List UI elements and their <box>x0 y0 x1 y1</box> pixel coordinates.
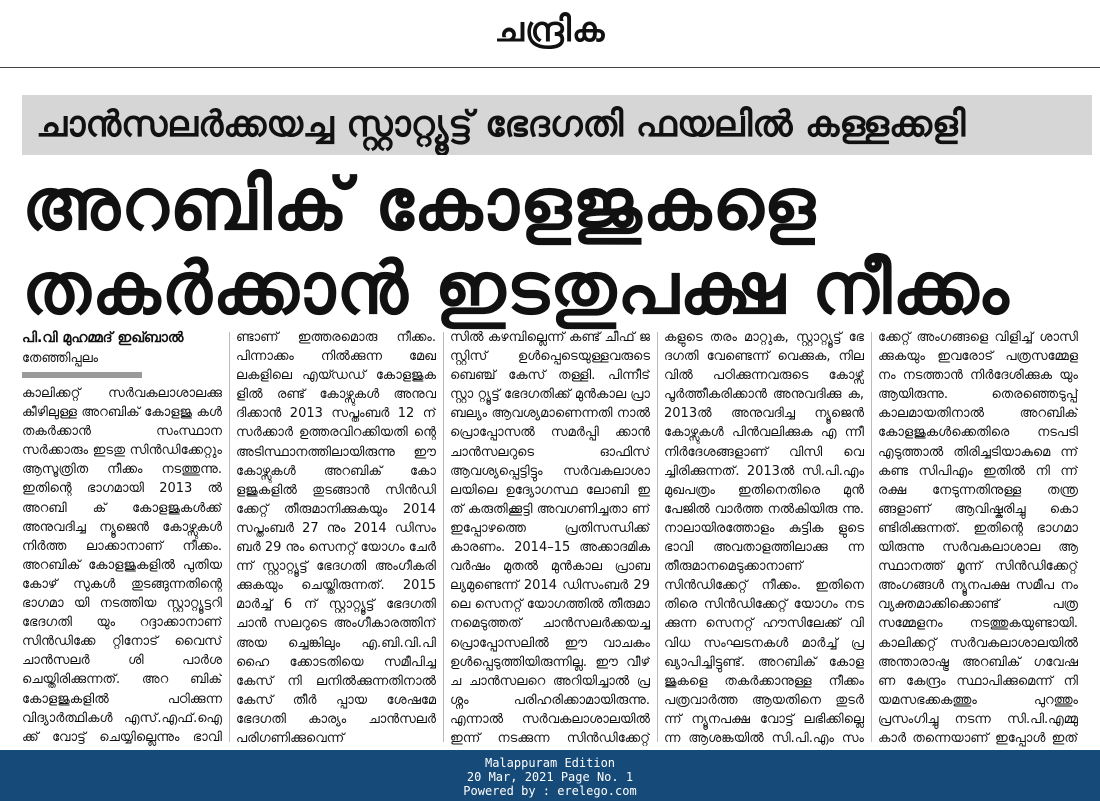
column-text-2: ണ്ടാണ് ഇത്തരമൊരു നീക്കം. പിന്നാക്കം നിൽക്കുന്ന മേഖ ലകളിലെ എയ്ഡഡ് കോളജുക ളിൽ രണ്ട് കോഴ്സുകൾ അനുവ ദിക്കാൻ 2013 സപ്തംബർ 12 ന് സർക്കാർ ഉത്തരവിറക്കിയതി ന്റെ അടിസ്ഥാനത്തിലായിരുന്നു ഈ കോഴ്സുകൾ അറബിക് കോ ളജുകളിൽ തുടങ്ങാൻ സിൻഡി ക്കേറ്റ് തീരുമാനിക്കുകയും 2014 സപ്തംബർ 27 നും 2014 ഡിസം ബർ 29 നും സെനറ്റ് യോഗം ചേർ ന്ന് സ്റ്റാറ്റ്യൂട്ട് ഭേദഗതി അംഗീകരി ക്കുകയും ചെയ്തിരുന്നത്. 2015 മാർച്ച് 6 ന് സ്റ്റാറ്റ്യൂട്ട് ഭേദഗതി ചാൻ സലറുടെ അംഗീകാരത്തിന് അയ ച്ചെങ്കിലും എ.ബി.വി.പി ഹൈ ക്കോടതിയെ സമീപിച്ച കേസ് നി ലനിൽക്കുന്നതിനാൽ കേസ് തീർ പ്പായ ശേഷമേ ഭേദഗതി കാര്യം ചാൻസലർ പരിഗണിക്കുവെന്ന് <box>236 330 436 746</box>
column-text-4: കളുടെ തരം മാറ്റുക, സ്റ്റാറ്റ്യൂട്ട് ഭേ ദഗതി വേണ്ടെന്ന് വെക്കുക, നില വിൽ പഠിക്കുന്നവരുടെ കോഴ്സ് പൂർത്തീകരിക്കാൻ അനുവദിക്കു ക, 2013ൽ അനുവദിച്ച ന്യൂജെൻ കോഴ്സുകൾ പിൻവലിക്കുക എ ന്നീ നിർദേശങ്ങളാണ് വിസി വെ ച്ചിരിക്കുന്നത്. 2013ൽ സി.പി.എം മുഖപത്രം ഇതിനെതിരെ മുൻ പേജിൽ വാർത്ത നൽകിയിരു ന്നു. നാലായിരത്തോളം കുട്ടിക ളുടെ ഭാവി അവതാളത്തിലാക്കു ന്ന തീരുമാനമെടുക്കാനാണ് സിൻഡിക്കേറ്റ് നീക്കം. ഇതിനെ തിരെ സിൻഡിക്കേറ്റ് യോഗം നട ക്കുന്ന സെനറ്റ് ഹൗസിലേക്ക് വി വിധ സംഘടനകൾ മാർച്ച് പ്ര ഖ്യാപിച്ചിട്ടുണ്ട്. അറബിക് കോള ജുകളെ തകർക്കാനുള്ള നീക്കം പത്രവാർത്ത ആയതിനെ തുടർ ന്ന് ന്യൂനപക്ഷ വോട്ട് ലഭിക്കില്ലെ ന്ന ആശങ്കയിൽ സി.പി.എം സം <box>664 330 864 746</box>
masthead <box>0 0 1100 68</box>
column-text-1: കാലിക്കറ്റ് സർവകലാശാലക്കു കീഴിലുള്ള അറബിക് കോളജു കൾ തകർക്കാൻ സംസ്ഥാന സർക്കാരും ഇടതു സിൻഡിക്കേറ്റും ആസൂത്രിത നീക്കം നടത്തുന്നു. ഇതിന്റെ ഭാഗമായി 2013 ൽ അറബി ക് കോളജുകൾക്ക് അനുവദിച്ച ന്യൂജെൻ കോഴ്സുകൾ നിർത്ത ലാക്കാനാണ് നീക്കം. അറബിക് കോളജുകളിൽ പുതിയ കോഴ് സുകൾ തുടങ്ങുന്നതിന്റെ ഭാഗമാ യി നടത്തിയ സ്റ്റാറ്റ്യൂട്ടറി ഭേദഗതി യും റദ്ദാക്കാനാണ് സിൻഡിക്കേ റ്റിനോട് വൈസ് ചാൻസലർ ശി പാർശ ചെയ്തിരിക്കുന്നത്. അറ ബിക് കോളജുകളിൽ പഠിക്കുന്ന വിദ്യാർത്ഥികൾ എസ്.എഫ്.ഐ ക്ക് വോട്ട് ചെയ്യില്ലെന്നും ഭാവി <box>22 386 222 745</box>
byline-place: തേഞ്ഞിപ്പലം <box>22 351 99 366</box>
column-text-3: സിൽ കഴമ്പില്ലെന്ന് കണ്ട് ചീഫ് ജ സ്റ്റിസ് ഉൾപ്പെടെയുള്ളവരുടെ ബെഞ്ച് കേസ് തള്ളി. പിന്നീട് സ്റ്റാ റ്റ്യൂട്ട് ഭേദഗതിക്ക് മുൻകാല പ്രാ ബല്യം ആവശ്യമാണെന്നതി നാൽ പ്രൊപ്പോസൽ സമർപ്പി ക്കാൻ ചാൻസലറുടെ ഓഫിസ് ആവശ്യപ്പെട്ടിട്ടും സർവകലാശാ ലയിലെ ഉദ്യോഗസ്ഥ ലോബി ഇ ത് കരുതിക്കൂട്ടി അവഗണിച്ചതാ ണ് ഇപ്പോഴത്തെ പ്രതിസന്ധിക്ക് കാരണം. 2014–15 അക്കാദമിക വർഷം മുതൽ മുൻകാല പ്രാബ ല്യമുണ്ടെന്ന് 2014 ഡിസംബർ 29 ലെ സെനറ്റ് യോഗത്തിൽ തീരുമാ നമെടുത്തത് ചാൻസലർക്കയച്ച പ്രൊപ്പോസലിൽ ഈ വാചകം ഉൾപ്പെടുത്തിയിരുന്നില്ല. ഈ വീഴ് ച ചാൻസലറെ അറിയിച്ചാൽ പ്ര ശ്നം പരിഹരിക്കാമായിരുന്നു. എന്നാൽ സർവകലാശാലയിൽ ഇന്ന് നടക്കുന്ന സിൻഡിക്കേറ്റ് <box>450 330 650 746</box>
article-body <box>22 328 1090 748</box>
headline-line-2: തകർക്കാൻ ഇടതുപക്ഷ നീക്കം <box>22 246 1010 330</box>
footer-edition: Malappuram Edition <box>484 756 616 770</box>
article-column-4 <box>664 328 864 748</box>
byline-author: പി.വി മുഹമ്മദ് ഇഖ്ബാൽ <box>22 330 184 346</box>
article-column-3 <box>450 328 650 748</box>
column-text-5: ക്കേറ്റ് അംഗങ്ങളെ വിളിച്ച് ശാസി ക്കുകയും ഇവരോട് പത്രസമ്മേള നം നടത്താൻ നിർദേശിക്കുക യും ആയിരുന്നു. തെരഞ്ഞെടുപ്പ് കാലമായതിനാൽ അറബിക് കോളജുകൾക്കെതിരെ നടപടി എടുത്താൽ തിരിച്ചടിയാകുമെ ന്ന് കണ്ട സിപിഎം ഇതിൽ നി ന്ന് രക്ഷ നേടുന്നതിനുള്ള തന്ത്ര ങ്ങളാണ് ആവിഷ്കരിച്ചു കൊ ണ്ടിരിക്കുന്നത്. ഇതിന്റെ ഭാഗമാ യിരുന്നു സർവകലാശാല ആ സ്ഥാനത്ത് മൂന്ന് സിൻഡിക്കേറ്റ് അംഗങ്ങൾ ന്യൂനപക്ഷ സമീപ നം വ്യക്തമാക്കിക്കൊണ്ട് പത്ര സമ്മേളനം നടത്തുകയുണ്ടായി. കാലിക്കറ്റ് സർവകലാശാലയിൽ അന്താരാഷ്ട്ര അറബിക് ഗവേഷ ണ കേന്ദ്രം സ്ഥാപിക്കുമെന്ന് നി യമസഭക്കകത്തും പുറത്തും പ്രസംഗിച്ചു നടന്ന സി.പി.എമ്മു കാർ തന്നെയാണ് ഇപ്പോൾ ഇത് <box>878 330 1078 746</box>
footer-powered-by[interactable]: Powered by : erelego.com <box>463 784 637 798</box>
article-column-2 <box>236 328 436 748</box>
headline-line-1: അറബിക് കോളജുകളെ <box>22 162 817 246</box>
newspaper-logo: ചന്ദ്രിക <box>494 10 606 50</box>
footer-date-page: 20 Mar, 2021 Page No. 1 <box>466 770 634 784</box>
column-rule <box>229 332 230 742</box>
column-rule <box>871 332 872 742</box>
article-headline <box>22 162 1092 330</box>
article-column-5 <box>878 328 1078 748</box>
column-rule <box>443 332 444 742</box>
byline-divider <box>22 372 142 378</box>
article-kicker: ചാൻസലർക്കയച്ച സ്റ്റാറ്റ്യൂട്ട് ഭേദഗതി ഫയലിൽ കള്ളക്കളി <box>22 95 1092 155</box>
footer-bar <box>0 750 1100 801</box>
column-rule <box>657 332 658 742</box>
article-column-1 <box>22 328 222 748</box>
